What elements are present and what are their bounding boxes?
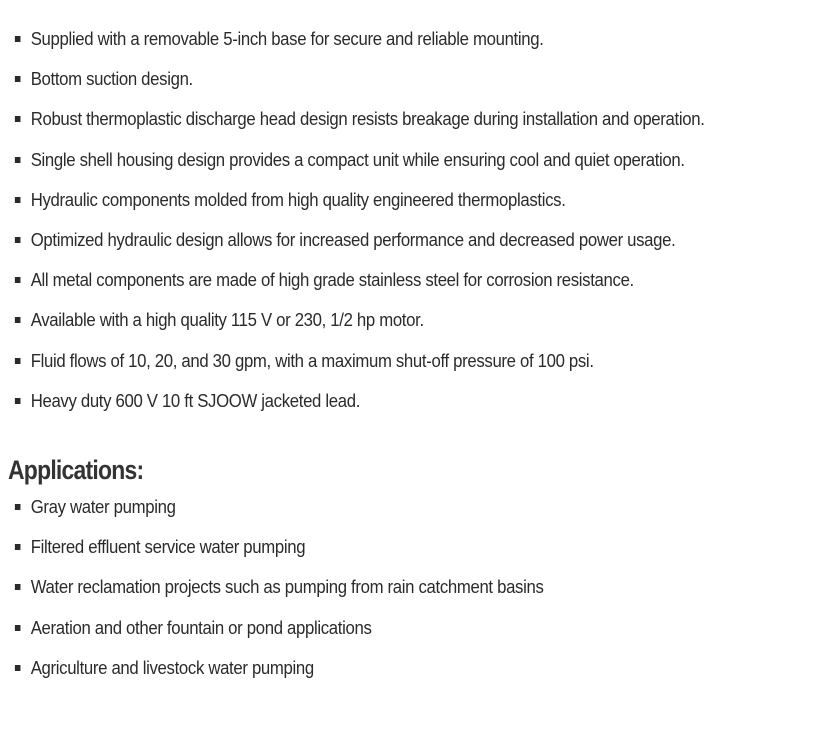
square-bullet-icon (15, 277, 21, 283)
feature-text: Supplied with a removable 5-inch base for secure and reliable mounting. (30, 29, 544, 49)
square-bullet-icon (15, 398, 21, 404)
feature-item (0, 104, 705, 144)
application-text: Water reclamation projects such as pumping from rain catchment basins (30, 577, 544, 598)
feature-item (0, 225, 705, 265)
feature-text: Heavy duty 600 V 10 ft SJOOW jacketed lead. (30, 390, 361, 411)
square-bullet-icon (15, 544, 21, 550)
feature-text: Fluid flows of 10, 20, and 30 gpm, with a maximum shut-off pressure of 100 psi. (30, 350, 594, 371)
square-bullet-icon (15, 76, 21, 82)
feature-item (0, 64, 705, 104)
feature-item (0, 24, 705, 64)
feature-item (0, 145, 705, 185)
square-bullet-icon (15, 116, 21, 122)
square-bullet-icon (15, 197, 21, 203)
feature-item (0, 346, 705, 386)
square-bullet-icon (15, 584, 21, 590)
applications-list (0, 492, 584, 693)
application-item (0, 653, 544, 693)
square-bullet-icon (15, 665, 21, 671)
application-item (0, 613, 544, 653)
feature-item (0, 305, 705, 345)
square-bullet-icon (15, 237, 21, 243)
square-bullet-icon (15, 504, 21, 510)
feature-text: Hydraulic components molded from high quality engineered thermoplastics. (30, 189, 566, 210)
feature-item (0, 386, 705, 426)
square-bullet-icon (15, 36, 21, 42)
feature-text: Single shell housing design provides a compact unit while ensuring cool and quiet operation. (30, 149, 685, 170)
square-bullet-icon (15, 157, 21, 163)
feature-text: Available with a high quality 115 V or 230, 1/2 hp motor. (30, 310, 424, 331)
application-item (0, 492, 544, 532)
feature-text: Optimized hydraulic design allows for increased performance and decreased power usage. (30, 229, 676, 250)
feature-text: Bottom suction design. (30, 69, 193, 90)
square-bullet-icon (15, 358, 21, 364)
features-list (0, 24, 758, 426)
square-bullet-icon (15, 317, 21, 323)
application-item (0, 572, 544, 612)
applications-heading: Applications: (8, 455, 144, 485)
application-text: Gray water pumping (30, 497, 176, 517)
application-text: Aeration and other fountain or pond applications (30, 617, 372, 638)
application-text: Filtered effluent service water pumping (30, 537, 306, 558)
feature-text: Robust thermoplastic discharge head design resists breakage during installation and operation. (30, 109, 705, 130)
application-item (0, 532, 544, 572)
feature-item (0, 185, 705, 225)
application-text: Agriculture and livestock water pumping (30, 657, 314, 678)
square-bullet-icon (15, 625, 21, 631)
feature-text: All metal components are made of high grade stainless steel for corrosion resistance. (30, 270, 634, 291)
feature-item (0, 265, 705, 305)
